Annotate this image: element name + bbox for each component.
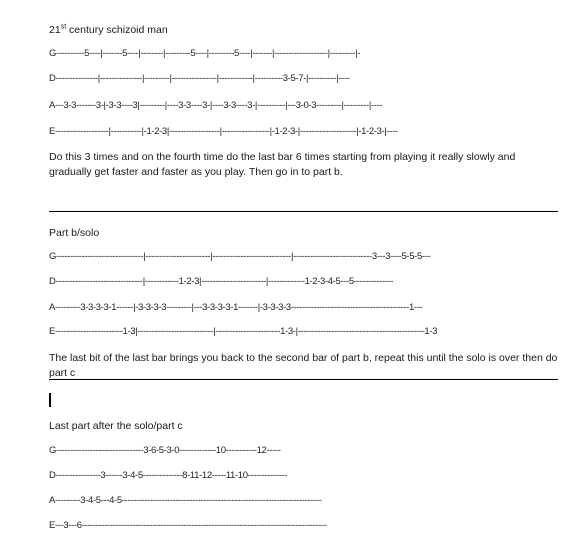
part-a-string-d: D---------------|---------------|---------|----------------|------------|----------3-5-7-|----------|---- <box>49 73 350 84</box>
text-cursor[interactable] <box>49 393 51 407</box>
part-c-string-a: A---------3-4-5---4-5----------------------------------------------------------------------- <box>49 495 322 506</box>
part-c-string-g: G-------------------------------3-6-5-3-0-------------10-----------12----- <box>49 445 281 456</box>
part-a-string-g: G----------5----|-------5----|--------|---------5----|---------5----|-------|-------------------|---------|- <box>49 48 361 59</box>
part-b-instructions: The last bit of the last bar brings you back to the second bar of part b, repeat this until the solo is over then do part c <box>49 352 558 379</box>
song-title-text: 21st century schizoid man <box>49 23 168 36</box>
section-divider-2 <box>49 379 558 380</box>
part-b-string-d: D-------------------------------|------------1-2-3|-----------------------|-------------1-2-3-4-5---5-------------- <box>49 276 394 287</box>
part-a-instructions: Do this 3 times and on the fourth time do the last bar 6 times starting from playing it really slowly and gradually get faster and faster as you play. Then go in to part b. <box>49 151 516 178</box>
part-c-string-d: D----------------3------3-4-5--------------8-11-12-----11-10-------------- <box>49 470 288 481</box>
part-b-heading: Part b/solo <box>49 227 100 239</box>
part-c-heading: Last part after the solo/part c <box>49 420 183 432</box>
song-title <box>49 24 168 37</box>
title-ordinal-suffix: st <box>60 23 67 31</box>
part-a-string-a: A---3-3-------3-|-3-3----3|---------|----3-3----3-|----3-3----3-|----------|---3-0-3---------|---------|---- <box>49 100 383 111</box>
part-c-string-e: E---3---6--------------------------------------------------------------------------------------- <box>49 520 327 531</box>
part-b-string-g: G-------------------------------|-----------------------|----------------------------|----------------------------3---3----5-5-5--- <box>49 251 431 262</box>
part-b-string-a: A---------3-3-3-3-1------|-3-3-3-3---------|---3-3-3-3-1-------|-3-3-3-3------------------------------------------1--- <box>49 302 423 313</box>
part-b-string-e: E------------------------1-3|---------------------------|-----------------------1-3-|---------------------------------------------1-3 <box>49 326 438 337</box>
part-a-string-e: E-------------------|-----------|-1-2-3|------------------|-----------------|-1-2-3-|--------------------|-1-2-3-|---- <box>49 126 398 137</box>
section-divider-1 <box>49 211 558 212</box>
